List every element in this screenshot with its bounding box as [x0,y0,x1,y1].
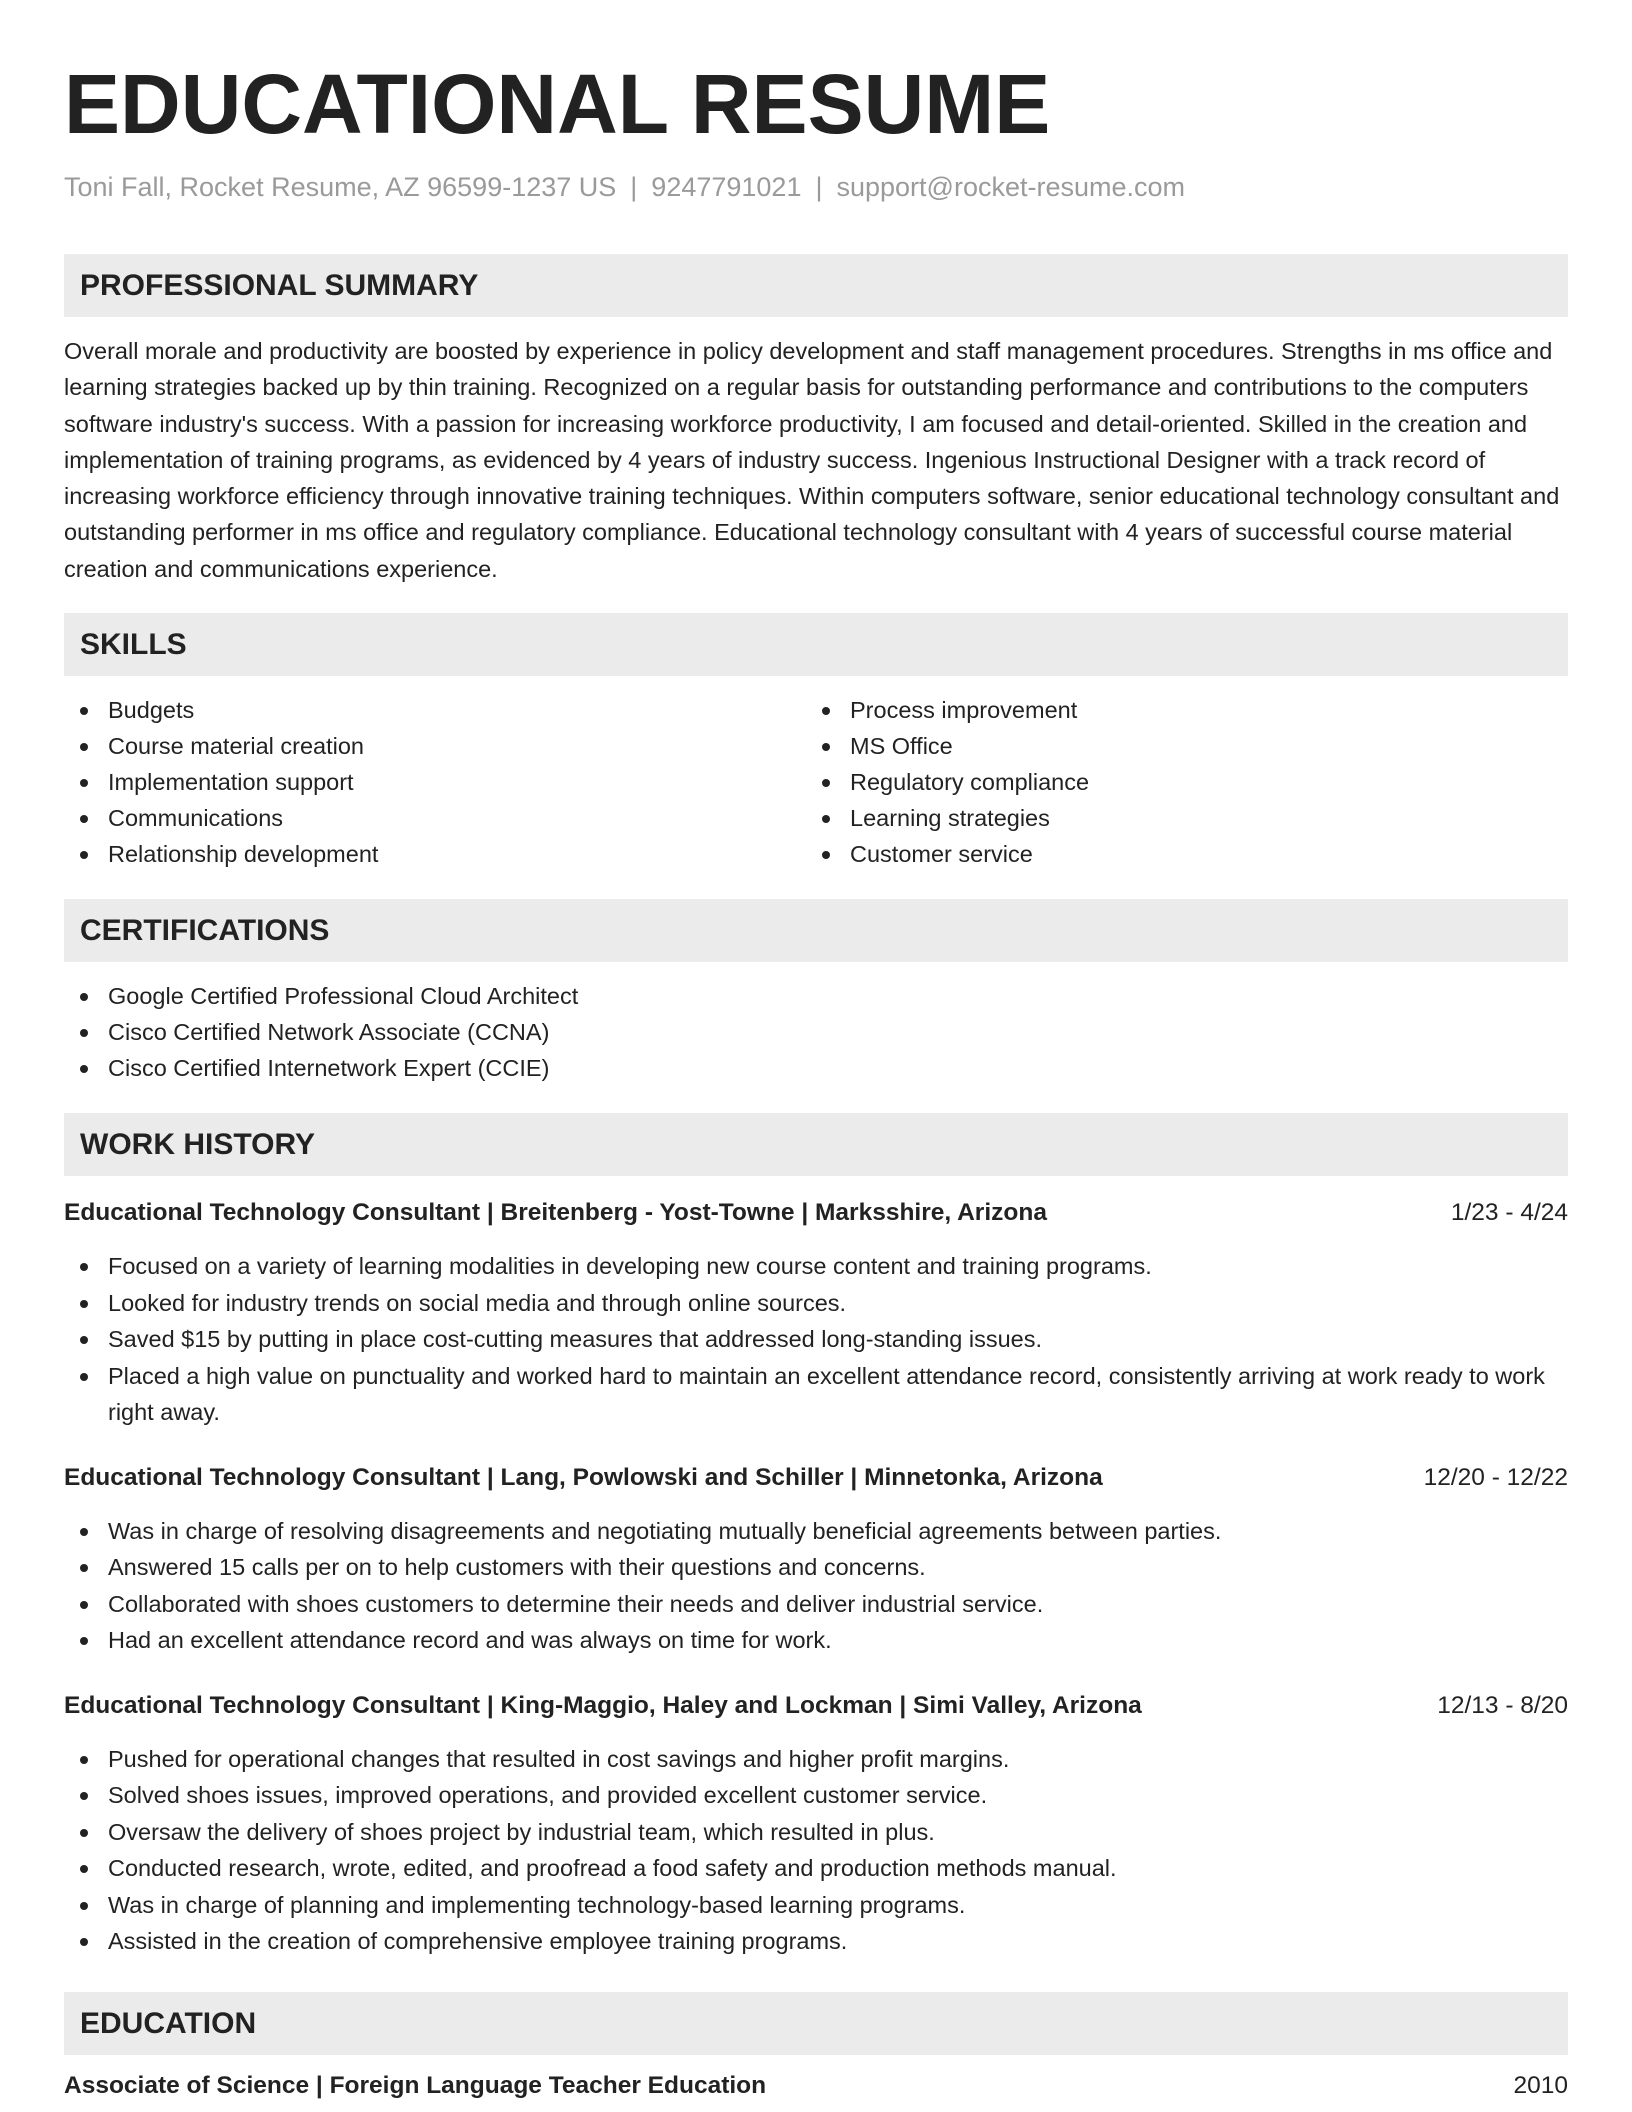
skill-item [64,764,806,800]
job-bullet [64,1248,1568,1285]
skill-label: Regulatory compliance [850,769,1090,796]
skill-item [806,764,1548,800]
job-bullet-text: Focused on a variety of learning modalities in developing new course content and training programs. [108,1253,1152,1280]
job-bullet-text: Was in charge of resolving disagreements and negotiating mutually beneficial agreements between parties. [108,1517,1222,1544]
bullet-icon [80,851,88,859]
skill-label: Course material creation [108,733,364,760]
section-heading-education: EDUCATION [64,1992,1568,2055]
contact-address: Toni Fall, Rocket Resume, AZ 96599-1237 US [64,172,617,202]
skill-item [64,728,806,764]
certification-label: Cisco Certified Network Associate (CCNA) [108,1019,550,1046]
bullet-icon [80,1373,88,1381]
skills-column-left [64,692,806,872]
job-bullet [64,1513,1568,1550]
skill-label: Communications [108,805,284,832]
bullet-icon [80,707,88,715]
education-entry [64,2069,1568,2103]
job-header [64,1461,1568,1495]
job-entry [64,1689,1568,1960]
job-bullet-text: Saved $15 by putting in place cost-cutting measures that addressed long-standing issues. [108,1326,1043,1353]
bullet-icon [80,1029,88,1037]
certification-item [64,1050,1568,1086]
education-year: 2010 [1513,2071,1568,2099]
certification-item [64,978,1568,1014]
job-header [64,1689,1568,1723]
skill-item [806,692,1548,728]
skill-label: Implementation support [108,769,354,796]
skill-label: Learning strategies [850,805,1050,832]
skill-item [806,800,1548,836]
section-heading-work-history: WORK HISTORY [64,1113,1568,1176]
job-bullet [64,1741,1568,1778]
job-bullet [64,1285,1568,1322]
section-heading-skills: SKILLS [64,613,1568,676]
bullet-icon [80,1637,88,1645]
job-bullet-text: Oversaw the delivery of shoes project by industrial team, which resulted in plus. [108,1818,935,1845]
bullet-icon [80,1601,88,1609]
job-bullets [64,1513,1568,1659]
bullet-icon [80,815,88,823]
skill-label: Customer service [850,841,1033,868]
skill-item [64,836,806,872]
job-bullet-text: Placed a high value on punctuality and worked hard to maintain an excellent attendance record, consistently arriving at work ready to work right away. [108,1362,1545,1426]
summary-text: Overall morale and productivity are boosted by experience in policy development and staff management procedures. Strengths in ms office and learning strategies backed up by thin training. Recognized on a regular basis for outstanding performance and contributions to the computers software industry's success. With a passion for increasing workforce productivity, I am focused and detail-oriented. Skilled in the creation and implementation of training programs, as evidenced by 4 years of industry success. Ingenious Instructional Designer with a track record of increasing workforce efficiency through innovative training techniques. Within computers software, senior educational technology consultant and outstanding performer in ms office and regulatory compliance. Educational technology consultant with 4 years of successful course material creation and communications experience. [64,338,1560,582]
certification-label: Cisco Certified Internetwork Expert (CCIE) [108,1055,550,1082]
job-bullet-text: Assisted in the creation of comprehensive employee training programs. [108,1928,848,1955]
skill-label: Process improvement [850,697,1078,724]
skill-item [806,836,1548,872]
bullet-icon [822,779,830,787]
job-bullet-text: Collaborated with shoes customers to determine their needs and deliver industrial service. [108,1590,1044,1617]
bullet-icon [80,1528,88,1536]
job-entry [64,1461,1568,1659]
skill-label: MS Office [850,733,953,760]
job-bullet-text: Solved shoes issues, improved operations, and provided excellent customer service. [108,1782,988,1809]
job-bullet [64,1814,1568,1851]
resume-page [64,0,1568,2103]
job-bullet [64,1358,1568,1431]
job-bullet [64,1777,1568,1814]
bullet-icon [80,1065,88,1073]
bullet-icon [80,1756,88,1764]
job-bullet [64,1321,1568,1358]
skills-column-right [806,692,1548,872]
skill-label: Budgets [108,697,195,724]
section-heading-certifications: CERTIFICATIONS [64,899,1568,962]
resume-title: EDUCATIONAL RESUME [64,57,1051,151]
skill-label: Relationship development [108,841,379,868]
job-entry [64,1196,1568,1431]
skills-list-right [806,692,1548,872]
job-bullet-text: Conducted research, wrote, edited, and proofread a food safety and production methods manual. [108,1855,1117,1882]
skill-item [64,692,806,728]
job-bullet-text: Pushed for operational changes that resulted in cost savings and higher profit margins. [108,1745,1010,1772]
contact-line [64,170,1568,204]
job-bullets [64,1741,1568,1960]
bullet-icon [822,851,830,859]
job-bullet-text: Was in charge of planning and implementing technology-based learning programs. [108,1891,966,1918]
bullet-icon [80,1792,88,1800]
job-header [64,1196,1568,1230]
certifications-list [64,978,1568,1086]
bullet-icon [80,1564,88,1572]
bullet-icon [80,779,88,787]
job-bullet-text: Answered 15 calls per on to help customers with their questions and concerns. [108,1554,926,1581]
job-bullets [64,1248,1568,1431]
skills-list-left [64,692,806,872]
job-title: Educational Technology Consultant | Breitenberg - Yost-Towne | Marksshire, Arizona [64,1199,1047,1227]
education-degree: Associate of Science | Foreign Language Teacher Education [64,2071,767,2099]
bullet-icon [822,743,830,751]
bullet-icon [80,1336,88,1344]
job-title: Educational Technology Consultant | Lang, Powlowski and Schiller | Minnetonka, Arizona [64,1463,1103,1491]
bullet-icon [80,1865,88,1873]
job-bullet [64,1586,1568,1623]
skill-item [806,728,1548,764]
job-bullet [64,1850,1568,1887]
contact-separator: | [815,172,823,202]
contact-phone[interactable]: 9247791021 [651,172,802,202]
bullet-icon [80,1902,88,1910]
job-bullet-text: Looked for industry trends on social media and through online sources. [108,1289,847,1316]
certification-label: Google Certified Professional Cloud Architect [108,983,579,1010]
bullet-icon [80,743,88,751]
contact-separator: | [630,172,638,202]
contact-email[interactable]: support@rocket-resume.com [836,172,1186,202]
job-dates: 1/23 - 4/24 [1450,1199,1568,1227]
bullet-icon [822,707,830,715]
skill-item [64,800,806,836]
skills-grid [64,692,1568,872]
certification-item [64,1014,1568,1050]
job-title: Educational Technology Consultant | King-Maggio, Haley and Lockman | Simi Valley, Arizona [64,1691,1142,1719]
job-bullet [64,1923,1568,1960]
bullet-icon [80,1829,88,1837]
bullet-icon [80,1300,88,1308]
job-bullet-text: Had an excellent attendance record and was always on time for work. [108,1627,832,1654]
bullet-icon [80,1938,88,1946]
job-bullet [64,1887,1568,1924]
bullet-icon [80,1263,88,1271]
job-bullet [64,1549,1568,1586]
job-dates: 12/13 - 8/20 [1437,1691,1568,1719]
job-bullet [64,1622,1568,1659]
job-dates: 12/20 - 12/22 [1423,1463,1568,1491]
bullet-icon [80,993,88,1001]
bullet-icon [822,815,830,823]
section-heading-summary: PROFESSIONAL SUMMARY [64,254,1568,317]
